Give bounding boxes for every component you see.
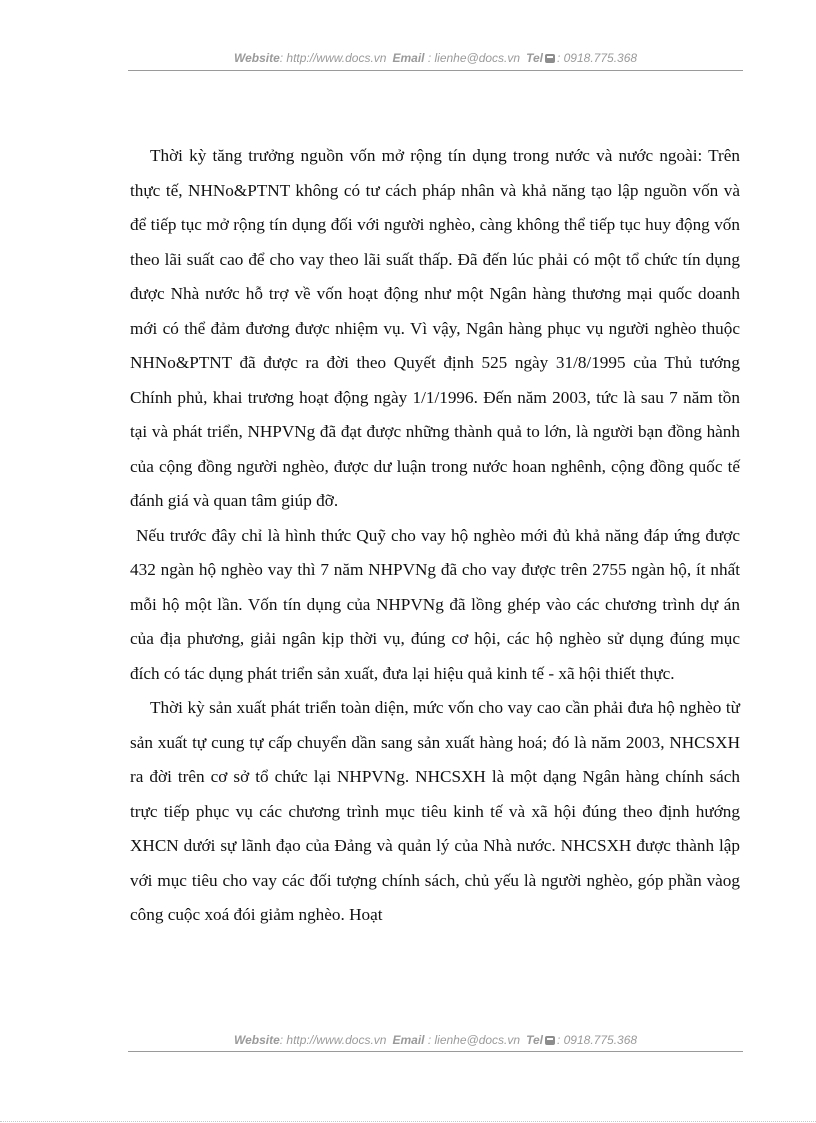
footer-tel-label: Tel [526,1033,543,1047]
footer-tel-value: : 0918.775.368 [556,1033,638,1047]
header-website-url[interactable]: : http://www.docs.vn [279,51,387,65]
footer-email-label: Email [392,1033,425,1047]
page-header [128,51,743,65]
document-body [130,139,740,933]
paragraph: Thời kỳ tăng trưởng nguồn vốn mở rộng tín dụng trong nước và nước ngoài: Trên thực tế, NHNo&PTNT không có tư cách pháp nhân và khả năng tạo lập nguồn vốn và để tiếp tục mở rộng tín dụng đối với người nghèo, càng không thể tiếp tục huy động vốn theo lãi suất cao để cho vay theo lãi suất thấp. Đã đến lúc phải có một tổ chức tín dụng được Nhà nước hỗ trợ về vốn hoạt động như một Ngân hàng thương mại quốc doanh mới có thể đảm đương được nhiệm vụ. Vì vậy, Ngân hàng phục vụ người nghèo thuộc NHNo&PTNT đã được ra đời theo Quyết định 525 ngày 31/8/1995 của Thủ tướng Chính phủ, khai trương hoạt động ngày 1/1/1996. Đến năm 2003, tức là sau 7 năm tồn tại và phát triển, NHPVNg đã đạt được những thành quả to lớn, là người bạn đồng hành của cộng đồng người nghèo, được dư luận trong nước hoan nghênh, cộng đồng quốc tế đánh giá và quan tâm giúp đỡ. [130,146,740,510]
header-rule [128,70,743,71]
paragraph: Thời kỳ sản xuất phát triển toàn diện, mức vốn cho vay cao cần phải đưa hộ nghèo từ sản xuất tự cung tự cấp chuyển dần sang sản xuất hàng hoá; đó là năm 2003, NHCSXH ra đời trên cơ sở tổ chức lại NHPVNg. NHCSXH là một dạng Ngân hàng chính sách trực tiếp phục vụ các chương trình mục tiêu kinh tế và xã hội đúng theo định hướng XHCN dưới sự lãnh đạo của Đảng và quản lý của Nhà nước. NHCSXH được thành lập với mục tiêu cho vay các đối tượng chính sách, chủ yếu là người nghèo, góp phần vàog công cuộc xoá đói giảm nghèo. Hoạt [130,698,740,924]
header-website-label: Website [233,51,280,65]
paragraph: Nếu trước đây chỉ là hình thức Quỹ cho vay hộ nghèo mới đủ khả năng đáp ứng được 432 ngàn hộ nghèo vay thì 7 năm NHPVNg đã cho vay được trên 2755 ngàn hộ, ít nhất mỗi hộ một lần. Vốn tín dụng của NHPVNg đã lồng ghép vào các chương trình dự án của địa phương, giải ngân kịp thời vụ, đúng cơ hội, các hộ nghèo sử dụng đúng mục đích có tác dụng phát triển sản xuất, đưa lại hiệu quả kinh tế - xã hội thiết thực. [130,525,740,683]
phone-icon [545,54,555,63]
page-bottom-edge [0,1121,816,1122]
page-footer [128,1033,743,1047]
header-email-value[interactable]: : lienhe@docs.vn [427,51,521,65]
header-tel-value: : 0918.775.368 [556,51,638,65]
header-email-label: Email [392,51,425,65]
footer-website-url[interactable]: : http://www.docs.vn [279,1033,387,1047]
phone-icon [545,1036,555,1045]
footer-rule [128,1051,743,1052]
header-tel-label: Tel [526,51,543,65]
footer-website-label: Website [233,1033,280,1047]
footer-email-value[interactable]: : lienhe@docs.vn [427,1033,521,1047]
